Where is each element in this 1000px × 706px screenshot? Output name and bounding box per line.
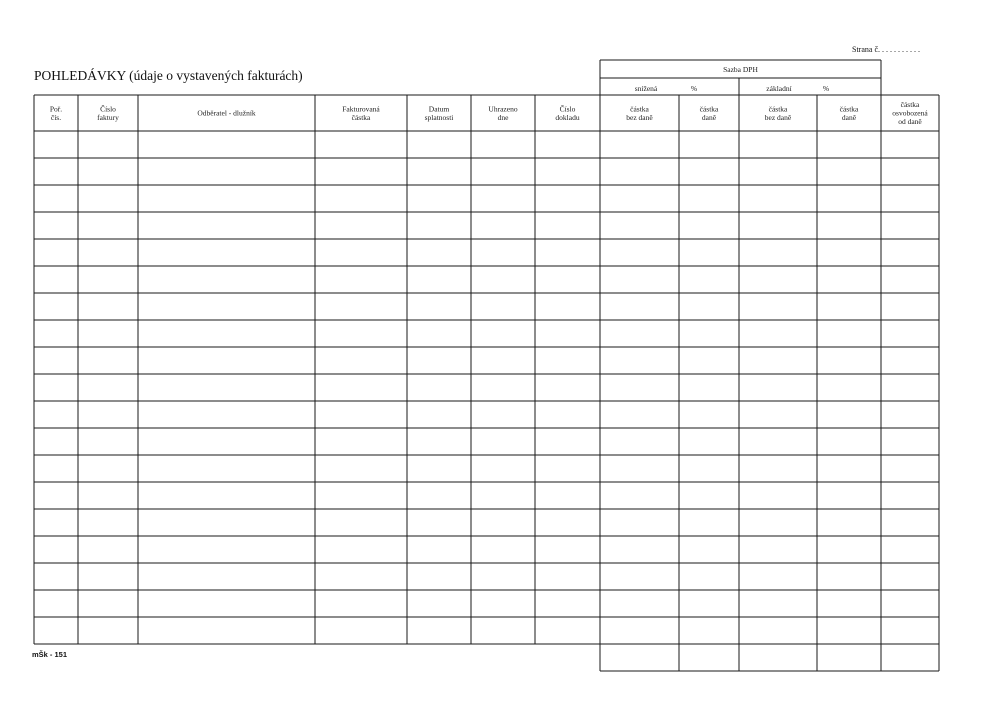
vat-basic-label: základní (766, 84, 792, 93)
column-header-label: Uhrazeno (488, 104, 518, 114)
column-header-label: daně (841, 112, 857, 122)
column-header-label: Datum (428, 104, 450, 114)
column-header-label: částka (351, 112, 371, 122)
column-header-label: částka (630, 104, 649, 114)
page-number-label: Strana č. . . . . . . . . . . (852, 45, 920, 54)
column-header-label: částka (699, 104, 719, 114)
vat-group-title: Sazba DPH (723, 65, 758, 74)
column-header-label: částka (839, 104, 859, 114)
vat-basic-percent: % (822, 84, 830, 93)
column-header-label: bez daně (626, 112, 653, 122)
form-code: mŠk - 151 (32, 650, 68, 659)
column-header-label: faktury (97, 112, 119, 122)
document-title: POHLEDÁVKY (údaje o vystavených fakturách) (34, 68, 303, 83)
column-header-label: čís. (50, 112, 62, 122)
column-header-label: Fakturovaná (342, 104, 380, 114)
column-header-label: daně (701, 112, 717, 122)
column-header-label: dne (497, 112, 509, 122)
vat-reduced-label: snížená (634, 84, 658, 93)
column-header-label: Odběratel - dlužník (197, 108, 256, 118)
column-header-label: od daně (898, 117, 922, 126)
vat-reduced-percent: % (690, 84, 698, 93)
column-header-label: Číslo (100, 104, 116, 114)
column-header-label: částka (900, 100, 920, 109)
column-header-label: bez daně (764, 112, 792, 122)
column-header-label: Poř. (49, 104, 63, 114)
column-header-label: osvobozená (892, 108, 928, 118)
column-header-label: částka (768, 104, 788, 114)
column-header-label: dokladu (555, 112, 580, 122)
column-header-label: splatnosti (424, 112, 454, 122)
column-header-label: Číslo (559, 104, 576, 114)
